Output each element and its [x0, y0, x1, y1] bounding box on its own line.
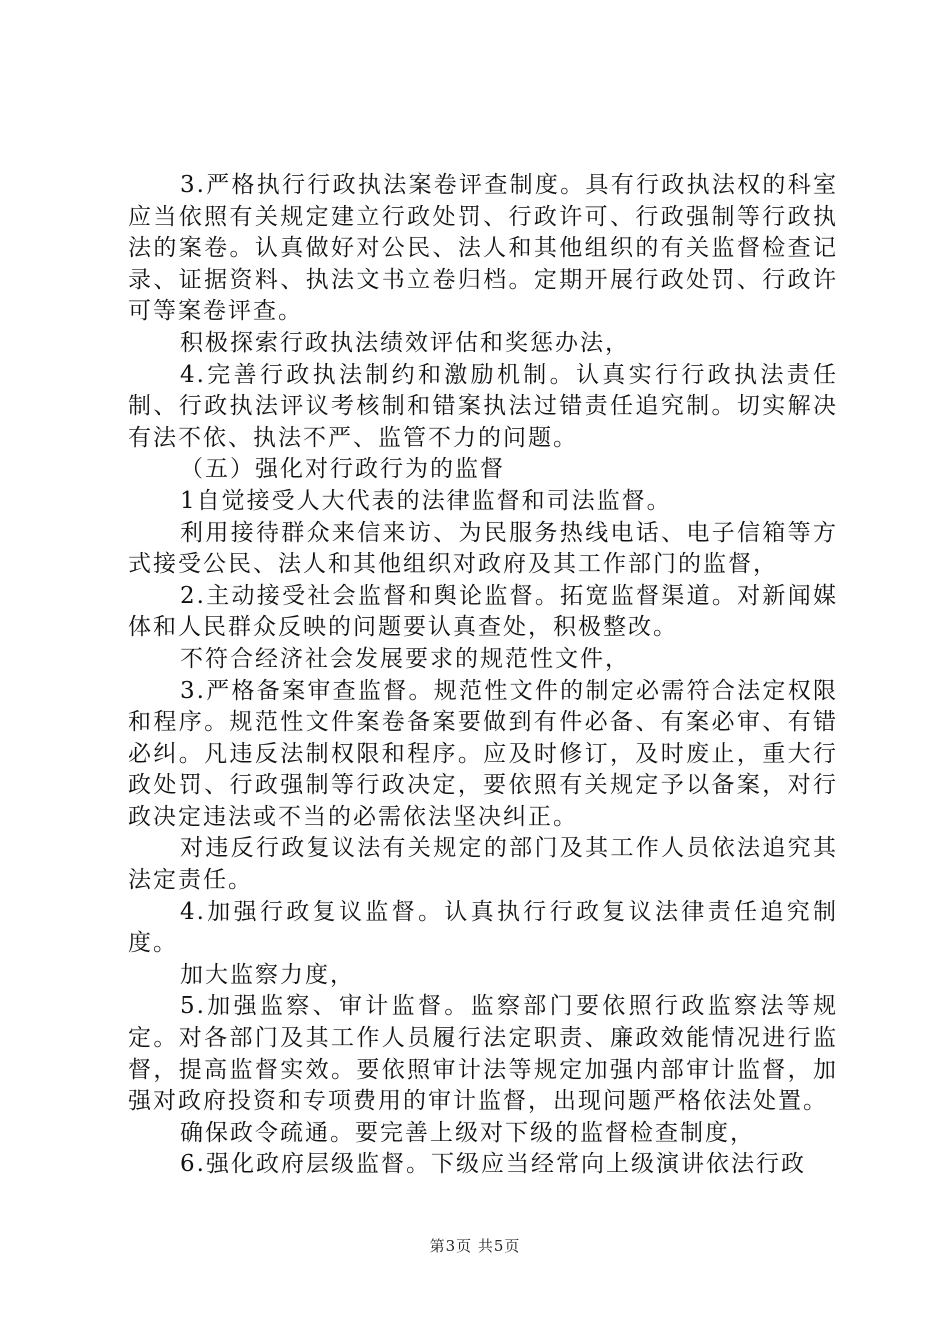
- paragraph-7: 2.主动接受社会监督和舆论监督。拓宽监督渠道。对新闻媒体和人民群众反映的问题要认真查处，积极整改。: [128, 582, 838, 641]
- paragraph-5: 1自觉接受人大代表的法律监督和司法监督。: [180, 487, 672, 514]
- paragraph-10: 对违反行政复议法有关规定的部门及其工作人员依法追究其法定责任。: [128, 835, 838, 894]
- paragraph-11: 4.加强行政复议监督。认真执行行政复议法律责任追究制度。: [128, 898, 838, 957]
- paragraph-12: 加大监察力度，: [180, 961, 355, 988]
- paragraph-6: 利用接待群众来信来访、为民服务热线电话、电子信箱等方式接受公民、法人和其他组织对政府及其工作部门的监督，: [128, 519, 838, 578]
- paragraph-8: 不符合经济社会发展要求的规范性文件，: [180, 645, 630, 672]
- page-number-footer: 第3页 共5页: [429, 1237, 521, 1255]
- paragraph-13: 5.加强监察、审计监督。监察部门要依照行政监察法等规定。对各部门及其工作人员履行法定职责、廉政效能情况进行监督，提高监督实效。要依照审计法等规定加强内部审计监督，加强对政府投资和专项费用的审计监督，出现问题严格依法处置。: [128, 993, 838, 1115]
- paragraph-3: 4.完善行政执法制约和激励机制。认真实行行政执法责任制、行政执法评议考核制和错案执法过错责任追究制。切实解决有法不依、执法不严、监管不力的问题。: [128, 361, 838, 451]
- paragraph-9: 3.严格备案审查监督。规范性文件的制定必需符合法定权限和程序。规范性文件案卷备案要做到有件必备、有案必审、有错必纠。凡违反法制权限和程序。应及时修订，及时废止，重大行政处罚、行政强制等行政决定，要依照有关规定予以备案，对行政决定违法或不当的必需依法坚决纠正。: [128, 677, 838, 830]
- paragraph-14: 确保政令疏通。要完善上级对下级的监督检查制度，: [180, 1119, 755, 1146]
- paragraph-1: 3.严格执行行政执法案卷评查制度。具有行政执法权的科室应当依照有关规定建立行政处罚、行政许可、行政强制等行政执法的案卷。认真做好对公民、法人和其他组织的有关监督检查记录、证据资料、执法文书立卷归档。定期开展行政处罚、行政许可等案卷评查。: [128, 172, 838, 325]
- paragraph-2: 积极探索行政执法绩效评估和奖惩办法，: [180, 329, 630, 356]
- document-body: [128, 170, 838, 1181]
- section-heading: （五）强化对行政行为的监督: [180, 456, 505, 483]
- paragraph-15: 6.强化政府层级监督。下级应当经常向上级演讲依法行政: [180, 1151, 806, 1178]
